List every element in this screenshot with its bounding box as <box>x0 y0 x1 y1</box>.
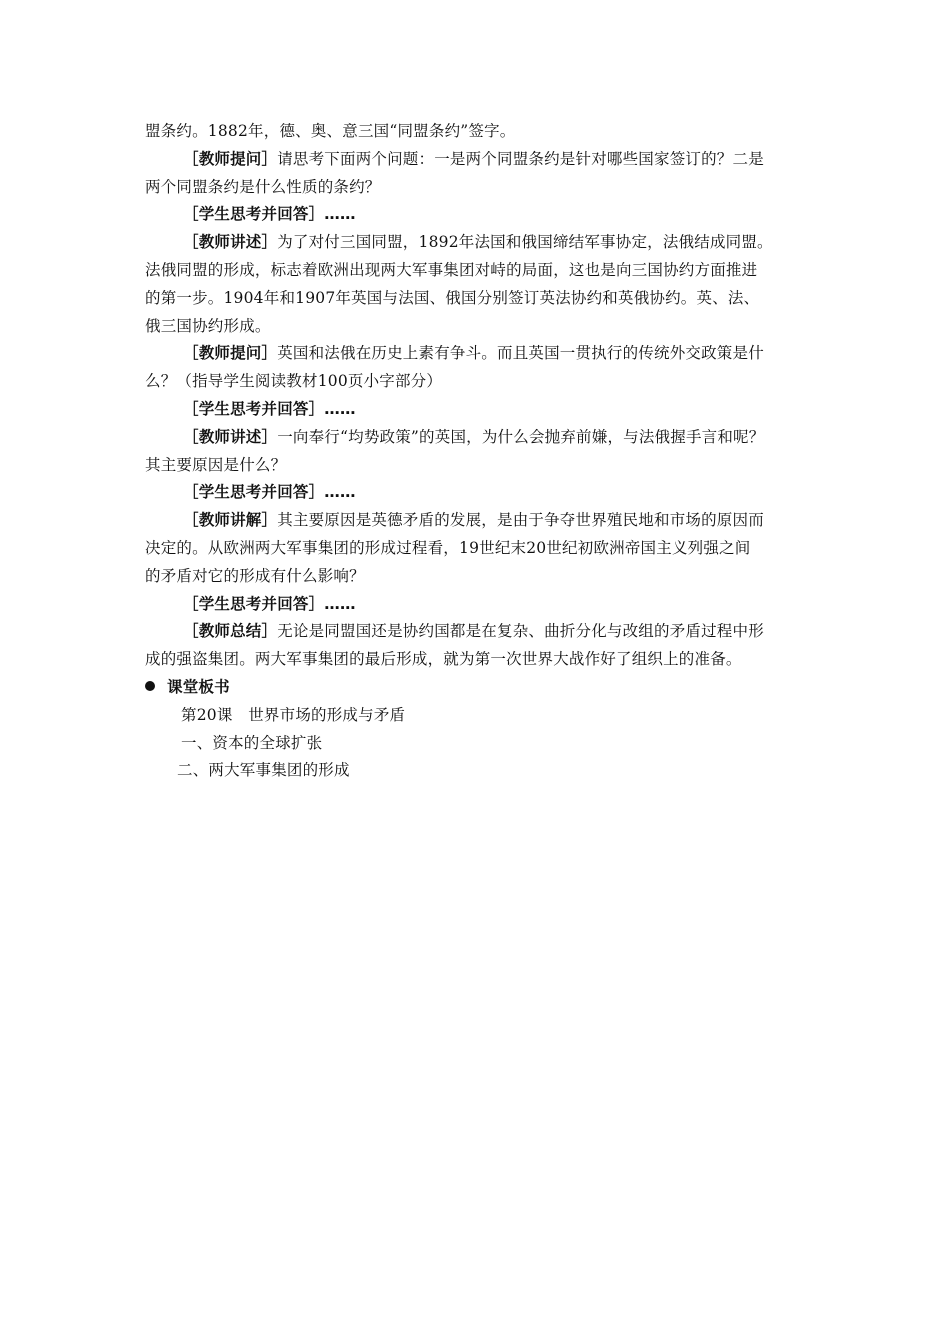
board-item: 二、两大军事集团的形成 <box>177 761 350 780</box>
text-line: 一向奉行“均势政策”的英国，为什么会抛弃前嫌，与法俄握手言和呢？ <box>277 427 765 446</box>
teacher-explanation-tag: ［教师讲解］ <box>183 511 278 530</box>
paragraph-teacher-explanation <box>145 507 820 535</box>
paragraph-teacher-question-1 <box>145 146 820 174</box>
text-line: 成的强盗集团。两大军事集团的最后形成，就为第一次世界大战作好了组织上的准备。 <box>145 650 742 669</box>
teacher-narration-tag: ［教师讲述］ <box>183 233 278 252</box>
teacher-question-tag: ［教师提问］ <box>183 344 278 363</box>
document-page <box>145 118 820 785</box>
text-line: 请思考下面两个问题：一是两个同盟条约是针对哪些国家签订的？二是 <box>277 149 764 168</box>
text-line: 英国和法俄在历史上素有争斗。而且英国一贯执行的传统外交政策是什 <box>277 344 764 363</box>
student-answer-line <box>145 479 820 507</box>
teacher-narration-tag: ［教师讲述］ <box>183 427 278 446</box>
text-line: 两个同盟条约是什么性质的条约？ <box>145 177 381 196</box>
board-item: 一、资本的全球扩张 <box>181 733 323 752</box>
text-line: 法俄同盟的形成，标志着欧洲出现两大军事集团对峙的局面，这也是向三国协约方面推进 <box>145 260 758 279</box>
section-title: 课堂板书 <box>167 677 230 696</box>
text-line: 其主要原因是什么？ <box>145 455 287 474</box>
text-line: 盟条约。1882年，德、奥、意三国“同盟条约”签字。 <box>145 122 516 140</box>
student-answer-line <box>145 591 820 619</box>
text-line: 其主要原因是英德矛盾的发展，是由于争夺世界殖民地和市场的原因而 <box>277 511 764 530</box>
paragraph-teacher-narration-2 <box>145 424 820 452</box>
text-line: 无论是同盟国还是协约国都是在复杂、曲折分化与改组的矛盾过程中形 <box>277 622 764 641</box>
bullet-icon <box>145 681 155 691</box>
text-line: 的第一步。1904年和1907年英国与法国、俄国分别签订英法协约和英俄协约。英、法、 <box>145 288 760 307</box>
section-heading <box>145 674 820 702</box>
paragraph-teacher-narration-1 <box>145 229 820 257</box>
text-line: 的矛盾对它的形成有什么影响？ <box>145 566 365 585</box>
paragraph-teacher-summary <box>145 618 820 646</box>
text-line: 俄三国协约形成。 <box>145 316 271 335</box>
teacher-summary-tag: ［教师总结］ <box>183 622 278 641</box>
text-line: 为了对付三国同盟，1892年法国和俄国缔结军事协定，法俄结成同盟。 <box>277 233 773 252</box>
teacher-question-tag: ［教师提问］ <box>183 149 278 168</box>
board-lesson-title: 第20课 世界市场的形成与矛盾 <box>181 705 406 724</box>
student-answer-tag: ［学生思考并回答］…… <box>183 399 356 418</box>
paragraph-teacher-question-2 <box>145 340 820 368</box>
text-line: 决定的。从欧洲两大军事集团的形成过程看，19世纪末20世纪初欧洲帝国主义列强之间 <box>145 538 751 557</box>
student-answer-tag: ［学生思考并回答］…… <box>183 483 356 502</box>
student-answer-line <box>145 396 820 424</box>
student-answer-tag: ［学生思考并回答］…… <box>183 205 356 224</box>
text-line: 么？（指导学生阅读教材100页小字部分） <box>145 372 443 391</box>
student-answer-tag: ［学生思考并回答］…… <box>183 594 356 613</box>
student-answer-line <box>145 201 820 229</box>
